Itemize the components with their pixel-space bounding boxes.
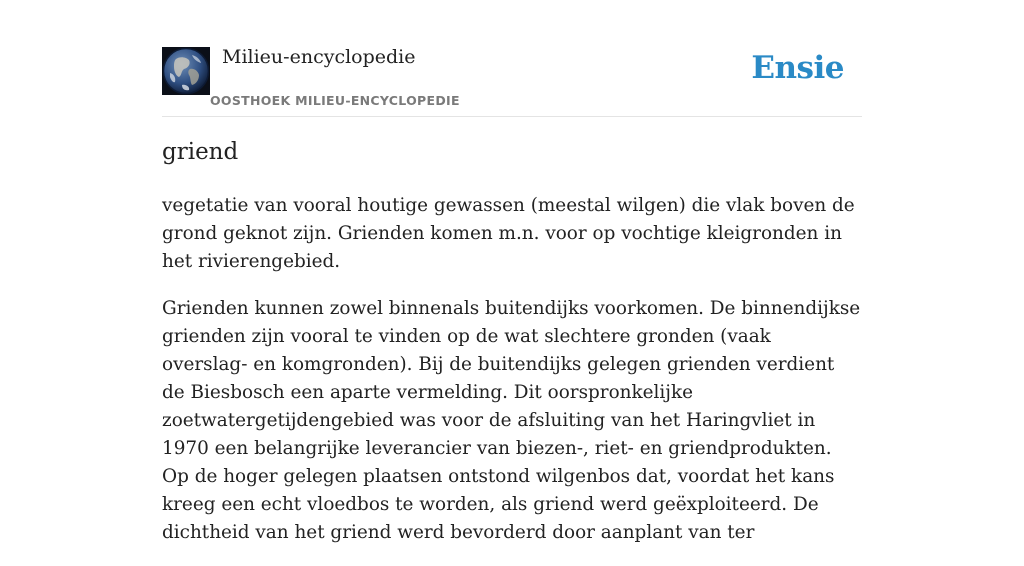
ensie-brand-logo[interactable]: Ensie	[751, 50, 844, 86]
site-header	[162, 0, 862, 117]
entry-term-heading: griend	[162, 139, 239, 165]
site-subtitle-link[interactable]: OOSTHOEK MILIEU-ENCYCLOPEDIE	[210, 93, 460, 108]
page-container	[162, 0, 862, 543]
earth-globe-icon[interactable]	[162, 47, 210, 95]
earth-globe-graphic	[162, 47, 210, 95]
entry-paragraph: vegetatie van vooral houtige gewassen (meestal wilgen) die vlak boven de grond geknot zijn. Grienden komen m.n. voor op vochtige kleigronden in het rivierengebied.	[162, 195, 855, 272]
entry-paragraph: Grienden kunnen zowel binnenals buitendijks voorkomen. De binnendijkse grienden zijn vooral te vinden op de wat slechtere gronden (vaak overslag- en komgronden). Bij de buitendijks gelegen grienden verdient de Biesbosch een aparte vermelding. Dit oorspronkelijke zoetwatergetijdengebied was voor de afsluiting van het Haringvliet in 1970 een belangrijke leverancier van biezen-, riet- en griendprodukten. Op de hoger gelegen plaatsen ontstond wilgenbos dat, voordat het kans kreeg een echt vloedbos te worden, als griend werd geëxploiteerd. De dichtheid van het griend werd bevorderd door aanplant van ter	[162, 298, 861, 543]
entry-body	[162, 192, 862, 566]
site-title-link[interactable]: Milieu-encyclopedie	[222, 46, 416, 68]
